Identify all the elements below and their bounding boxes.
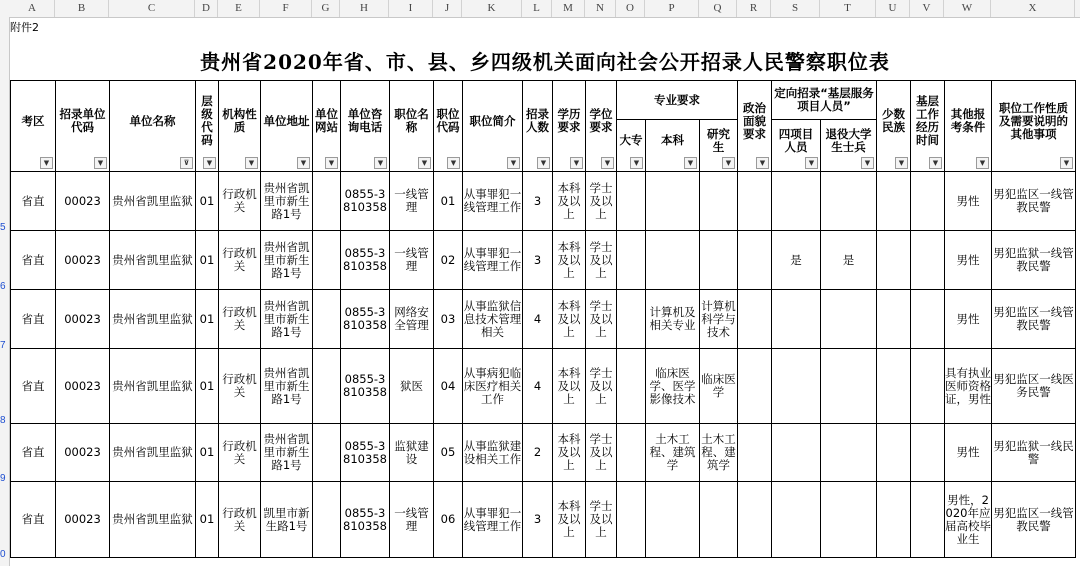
cell-other[interactable]: 男性，2020年应届高校毕业生 <box>945 482 992 558</box>
row-number[interactable]: 9 <box>0 473 6 484</box>
header-directed-four: 四项目人员 ▼ <box>772 120 821 172</box>
cell-education[interactable]: 本科及以上 <box>553 424 586 482</box>
cell-post-name[interactable]: 狱医 <box>390 349 434 424</box>
column-letter[interactable]: P <box>645 0 699 17</box>
cell-website[interactable] <box>313 482 341 558</box>
cell-major-benke[interactable]: 土木工程、建筑学 <box>646 424 700 482</box>
table-row <box>11 290 1076 349</box>
filter-dropdown-icon[interactable]: ▼ <box>325 157 338 169</box>
column-letter[interactable]: U <box>876 0 910 17</box>
row-header-bar <box>0 17 10 566</box>
cell-major-dazhuan[interactable] <box>617 172 646 231</box>
cell-grassroots[interactable] <box>911 349 945 424</box>
cell-unit-code[interactable]: 00023 <box>56 172 110 231</box>
cell-unit-name[interactable]: 贵州省凯里监狱 <box>110 424 196 482</box>
filter-dropdown-icon[interactable]: ▼ <box>630 157 643 169</box>
cell-count[interactable]: 4 <box>523 349 553 424</box>
cell-directed-soldier[interactable] <box>821 172 877 231</box>
cell-political[interactable] <box>738 424 772 482</box>
cell-level-code[interactable]: 01 <box>196 424 219 482</box>
cell-major-yjs[interactable] <box>700 231 738 290</box>
cell-remarks[interactable]: 男犯监狱一线管教民警 <box>992 231 1076 290</box>
column-letter[interactable]: A <box>10 0 55 17</box>
cell-political[interactable] <box>738 482 772 558</box>
cell-degree[interactable]: 学士及以上 <box>586 172 617 231</box>
filter-dropdown-icon[interactable]: ▼ <box>507 157 520 169</box>
cell-major-dazhuan[interactable] <box>617 424 646 482</box>
cell-unit-name[interactable]: 贵州省凯里监狱 <box>110 172 196 231</box>
cell-major-yjs[interactable] <box>700 482 738 558</box>
table-row <box>11 424 1076 482</box>
header-directed-soldier: 退役大学生士兵 ▼ <box>821 120 877 172</box>
cell-minority[interactable] <box>877 349 911 424</box>
row-number[interactable]: 0 <box>0 549 6 560</box>
cell-education[interactable]: 本科及以上 <box>553 172 586 231</box>
filter-dropdown-icon[interactable]: ▼ <box>1060 157 1073 169</box>
column-header-bar <box>0 0 1080 18</box>
cell-major-benke[interactable]: 临床医学、医学影像技术 <box>646 349 700 424</box>
job-table <box>10 80 1076 558</box>
header-political: 政治面貌要求 ▼ <box>738 81 772 172</box>
cell-phone[interactable]: 0855-3810358 <box>341 482 390 558</box>
cell-directed-soldier[interactable] <box>821 482 877 558</box>
column-letter[interactable]: S <box>771 0 820 17</box>
table-row <box>11 482 1076 558</box>
cell-degree[interactable]: 学士及以上 <box>586 349 617 424</box>
column-letter[interactable]: X <box>991 0 1075 17</box>
header-kaoqu: 考区 ▼ <box>11 81 56 172</box>
table-row <box>11 172 1076 231</box>
header-directed: 定向招录“基层服务项目人员” <box>772 81 877 120</box>
cell-kaoqu[interactable]: 省直 <box>11 290 56 349</box>
filter-dropdown-icon[interactable]: ▼ <box>537 157 550 169</box>
cell-directed-four[interactable] <box>772 172 821 231</box>
cell-post-name[interactable]: 一线管理 <box>390 172 434 231</box>
cell-directed-four[interactable] <box>772 424 821 482</box>
cell-remarks[interactable]: 男犯监区一线管教民警 <box>992 290 1076 349</box>
cell-directed-four[interactable] <box>772 290 821 349</box>
cell-remarks[interactable]: 男犯监狱一线民警 <box>992 424 1076 482</box>
cell-post-code[interactable]: 02 <box>434 231 463 290</box>
cell-phone[interactable]: 0855-3810358 <box>341 172 390 231</box>
cell-count[interactable]: 3 <box>523 482 553 558</box>
cell-degree[interactable]: 学士及以上 <box>586 290 617 349</box>
cell-minority[interactable] <box>877 172 911 231</box>
column-letter[interactable]: E <box>218 0 260 17</box>
filter-dropdown-icon[interactable]: ▼ <box>601 157 614 169</box>
cell-major-yjs[interactable]: 临床医学 <box>700 349 738 424</box>
cell-directed-four[interactable] <box>772 349 821 424</box>
cell-address[interactable]: 凯里市新生路1号 <box>261 482 313 558</box>
table-body <box>11 172 1076 558</box>
cell-level-code[interactable]: 01 <box>196 349 219 424</box>
cell-unit-code[interactable]: 00023 <box>56 482 110 558</box>
filter-dropdown-icon[interactable]: ▼ <box>418 157 431 169</box>
column-letter[interactable]: T <box>820 0 876 17</box>
cell-unit-name[interactable]: 贵州省凯里监狱 <box>110 482 196 558</box>
cell-address[interactable]: 贵州省凯里市新生路1号 <box>261 172 313 231</box>
cell-org-nature[interactable]: 行政机关 <box>219 482 261 558</box>
column-letter[interactable]: D <box>195 0 218 17</box>
cell-kaoqu[interactable]: 省直 <box>11 231 56 290</box>
cell-directed-soldier[interactable] <box>821 424 877 482</box>
cell-kaoqu[interactable]: 省直 <box>11 482 56 558</box>
cell-other[interactable]: 男性 <box>945 172 992 231</box>
header-remarks: 职位工作性质及需要说明的其他事项 ▼ <box>992 81 1076 172</box>
cell-education[interactable]: 本科及以上 <box>553 290 586 349</box>
cell-post-code[interactable]: 04 <box>434 349 463 424</box>
cell-directed-four[interactable] <box>772 482 821 558</box>
column-letter[interactable]: I <box>389 0 433 17</box>
cell-post-desc[interactable]: 从事监狱信息技术管理相关 <box>463 290 523 349</box>
cell-post-code[interactable]: 06 <box>434 482 463 558</box>
cell-political[interactable] <box>738 349 772 424</box>
cell-count[interactable]: 4 <box>523 290 553 349</box>
filter-active-icon[interactable]: ⊽ <box>180 157 193 169</box>
header-level-code: 层级代码 ▼ <box>196 81 219 172</box>
cell-address[interactable]: 贵州省凯里市新生路1号 <box>261 290 313 349</box>
table-row <box>11 231 1076 290</box>
cell-post-name[interactable]: 一线管理 <box>390 231 434 290</box>
filter-dropdown-icon[interactable]: ▼ <box>374 157 387 169</box>
cell-degree[interactable]: 学士及以上 <box>586 482 617 558</box>
cell-unit-code[interactable]: 00023 <box>56 290 110 349</box>
filter-dropdown-icon[interactable]: ▼ <box>976 157 989 169</box>
cell-website[interactable] <box>313 231 341 290</box>
cell-minority[interactable] <box>877 424 911 482</box>
filter-dropdown-icon[interactable]: ▼ <box>570 157 583 169</box>
column-letter[interactable]: Q <box>699 0 737 17</box>
header-major-dazhuan: 大专 ▼ <box>617 120 646 172</box>
table-row <box>11 349 1076 424</box>
cell-grassroots[interactable] <box>911 172 945 231</box>
filter-dropdown-icon[interactable]: ▼ <box>756 157 769 169</box>
cell-website[interactable] <box>313 172 341 231</box>
cell-unit-name[interactable]: 贵州省凯里监狱 <box>110 290 196 349</box>
cell-post-name[interactable]: 监狱建设 <box>390 424 434 482</box>
cell-unit-code[interactable]: 00023 <box>56 349 110 424</box>
cell-kaoqu[interactable]: 省直 <box>11 172 56 231</box>
header-grassroots: 基层工作经历时间 ▼ <box>911 81 945 172</box>
cell-other[interactable]: 具有执业医师资格证，男性 <box>945 349 992 424</box>
cell-count[interactable]: 2 <box>523 424 553 482</box>
filter-dropdown-icon[interactable]: ▼ <box>40 157 53 169</box>
cell-phone[interactable]: 0855-3810358 <box>341 349 390 424</box>
cell-major-yjs[interactable]: 土木工程、建筑学 <box>700 424 738 482</box>
cell-level-code[interactable]: 01 <box>196 231 219 290</box>
cell-post-name[interactable]: 一线管理 <box>390 482 434 558</box>
filter-dropdown-icon[interactable]: ▼ <box>94 157 107 169</box>
cell-org-nature[interactable]: 行政机关 <box>219 290 261 349</box>
cell-directed-four[interactable]: 是 <box>772 231 821 290</box>
cell-minority[interactable] <box>877 290 911 349</box>
filter-dropdown-icon[interactable]: ▼ <box>684 157 697 169</box>
cell-major-dazhuan[interactable] <box>617 349 646 424</box>
column-letter[interactable]: K <box>462 0 522 17</box>
column-letter[interactable]: M <box>552 0 585 17</box>
cell-address[interactable]: 贵州省凯里市新生路1号 <box>261 231 313 290</box>
cell-major-benke[interactable] <box>646 172 700 231</box>
cell-major-benke[interactable] <box>646 482 700 558</box>
cell-phone[interactable]: 0855-3810358 <box>341 231 390 290</box>
filter-dropdown-icon[interactable]: ▼ <box>203 157 216 169</box>
cell-post-desc[interactable]: 从事罪犯一线管理工作 <box>463 482 523 558</box>
cell-grassroots[interactable] <box>911 231 945 290</box>
column-letter[interactable]: B <box>55 0 109 17</box>
cell-kaoqu[interactable]: 省直 <box>11 349 56 424</box>
cell-remarks[interactable]: 男犯监区一线管教民警 <box>992 482 1076 558</box>
header-major-benke: 本科 ▼ <box>646 120 700 172</box>
cell-directed-soldier[interactable]: 是 <box>821 231 877 290</box>
column-letter[interactable]: N <box>585 0 616 17</box>
column-letter[interactable]: J <box>433 0 462 17</box>
header-count: 招录人数 ▼ <box>523 81 553 172</box>
header-address: 单位地址 ▼ <box>261 81 313 172</box>
cell-minority[interactable] <box>877 231 911 290</box>
header-education: 学历要求 ▼ <box>553 81 586 172</box>
column-letter[interactable]: G <box>312 0 340 17</box>
page-title: 贵州省2020年省、市、县、乡四级机关面向社会公开招录人民警察职位表 <box>200 50 890 74</box>
cell-kaoqu[interactable]: 省直 <box>11 424 56 482</box>
header-post-code: 职位代码 ▼ <box>434 81 463 172</box>
header-post-name: 职位名称 ▼ <box>390 81 434 172</box>
attachment-label: 附件2 <box>10 21 39 34</box>
cell-unit-code[interactable]: 00023 <box>56 424 110 482</box>
row-number[interactable]: 7 <box>0 340 6 351</box>
filter-dropdown-icon[interactable]: ▼ <box>297 157 310 169</box>
cell-degree[interactable]: 学士及以上 <box>586 424 617 482</box>
cell-political[interactable] <box>738 172 772 231</box>
cell-post-code[interactable]: 03 <box>434 290 463 349</box>
column-letter[interactable]: R <box>737 0 771 17</box>
cell-unit-code[interactable]: 00023 <box>56 231 110 290</box>
header-phone: 单位咨询电话 ▼ <box>341 81 390 172</box>
header-unit-name: 单位名称 ⊽ <box>110 81 196 172</box>
cell-major-dazhuan[interactable] <box>617 482 646 558</box>
cell-major-dazhuan[interactable] <box>617 290 646 349</box>
cell-level-code[interactable]: 01 <box>196 172 219 231</box>
cell-website[interactable] <box>313 349 341 424</box>
cell-political[interactable] <box>738 231 772 290</box>
cell-level-code[interactable]: 01 <box>196 482 219 558</box>
cell-org-nature[interactable]: 行政机关 <box>219 231 261 290</box>
cell-grassroots[interactable] <box>911 290 945 349</box>
cell-phone[interactable]: 0855-3810358 <box>341 290 390 349</box>
cell-unit-name[interactable]: 贵州省凯里监狱 <box>110 349 196 424</box>
cell-post-desc[interactable]: 从事监狱建设相关工作 <box>463 424 523 482</box>
cell-level-code[interactable]: 01 <box>196 290 219 349</box>
cell-address[interactable]: 贵州省凯里市新生路1号 <box>261 349 313 424</box>
cell-education[interactable]: 本科及以上 <box>553 231 586 290</box>
row-number[interactable]: 8 <box>0 415 6 426</box>
cell-unit-name[interactable]: 贵州省凯里监狱 <box>110 231 196 290</box>
header-org-nature: 机构性质 ▼ <box>219 81 261 172</box>
header-unit-code: 招录单位代码 ▼ <box>56 81 110 172</box>
cell-grassroots[interactable] <box>911 424 945 482</box>
header-major-yjs: 研究生 ▼ <box>700 120 738 172</box>
header-degree: 学位要求 ▼ <box>586 81 617 172</box>
cell-major-benke[interactable] <box>646 231 700 290</box>
header-post-desc: 职位简介 ▼ <box>463 81 523 172</box>
column-letter[interactable]: C <box>109 0 195 17</box>
column-letter[interactable]: O <box>616 0 645 17</box>
cell-post-desc[interactable]: 从事罪犯一线管理工作 <box>463 172 523 231</box>
cell-post-name[interactable]: 网络安全管理 <box>390 290 434 349</box>
cell-post-code[interactable]: 01 <box>434 172 463 231</box>
cell-org-nature[interactable]: 行政机关 <box>219 172 261 231</box>
cell-education[interactable]: 本科及以上 <box>553 482 586 558</box>
cell-directed-soldier[interactable] <box>821 290 877 349</box>
cell-address[interactable]: 贵州省凯里市新生路1号 <box>261 424 313 482</box>
cell-political[interactable] <box>738 290 772 349</box>
cell-grassroots[interactable] <box>911 482 945 558</box>
column-letter[interactable]: W <box>944 0 991 17</box>
cell-other[interactable]: 男性 <box>945 231 992 290</box>
cell-directed-soldier[interactable] <box>821 349 877 424</box>
filter-dropdown-icon[interactable]: ▼ <box>805 157 818 169</box>
filter-dropdown-icon[interactable]: ▼ <box>929 157 942 169</box>
cell-other[interactable]: 男性 <box>945 290 992 349</box>
header-website: 单位网站 ▼ <box>313 81 341 172</box>
cell-major-dazhuan[interactable] <box>617 231 646 290</box>
column-letter[interactable]: H <box>340 0 389 17</box>
cell-remarks[interactable]: 男犯监区一线管教民警 <box>992 172 1076 231</box>
cell-other[interactable]: 男性 <box>945 424 992 482</box>
cell-count[interactable]: 3 <box>523 172 553 231</box>
filter-dropdown-icon[interactable]: ▼ <box>895 157 908 169</box>
row-number[interactable]: 5 <box>0 222 6 233</box>
cell-website[interactable] <box>313 424 341 482</box>
cell-post-desc[interactable]: 从事病犯临床医疗相关工作 <box>463 349 523 424</box>
column-letter[interactable]: F <box>260 0 312 17</box>
filter-dropdown-icon[interactable]: ▼ <box>722 157 735 169</box>
cell-post-desc[interactable]: 从事罪犯一线管理工作 <box>463 231 523 290</box>
cell-minority[interactable] <box>877 482 911 558</box>
cell-org-nature[interactable]: 行政机关 <box>219 349 261 424</box>
header-major: 专业要求 <box>617 81 738 120</box>
header-other: 其他报考条件 ▼ <box>945 81 992 172</box>
cell-major-yjs[interactable]: 计算机科学与技术 <box>700 290 738 349</box>
column-letter[interactable]: L <box>522 0 552 17</box>
row-number[interactable]: 6 <box>0 281 6 292</box>
cell-org-nature[interactable]: 行政机关 <box>219 424 261 482</box>
cell-degree[interactable]: 学士及以上 <box>586 231 617 290</box>
cell-major-benke[interactable]: 计算机及相关专业 <box>646 290 700 349</box>
column-letter[interactable]: V <box>910 0 944 17</box>
cell-remarks[interactable]: 男犯监区一线医务民警 <box>992 349 1076 424</box>
filter-dropdown-icon[interactable]: ▼ <box>245 157 258 169</box>
filter-dropdown-icon[interactable]: ▼ <box>861 157 874 169</box>
cell-major-yjs[interactable] <box>700 172 738 231</box>
cell-education[interactable]: 本科及以上 <box>553 349 586 424</box>
filter-dropdown-icon[interactable]: ▼ <box>447 157 460 169</box>
cell-count[interactable]: 3 <box>523 231 553 290</box>
cell-phone[interactable]: 0855-3810358 <box>341 424 390 482</box>
cell-post-code[interactable]: 05 <box>434 424 463 482</box>
header-minority: 少数民族 ▼ <box>877 81 911 172</box>
cell-website[interactable] <box>313 290 341 349</box>
